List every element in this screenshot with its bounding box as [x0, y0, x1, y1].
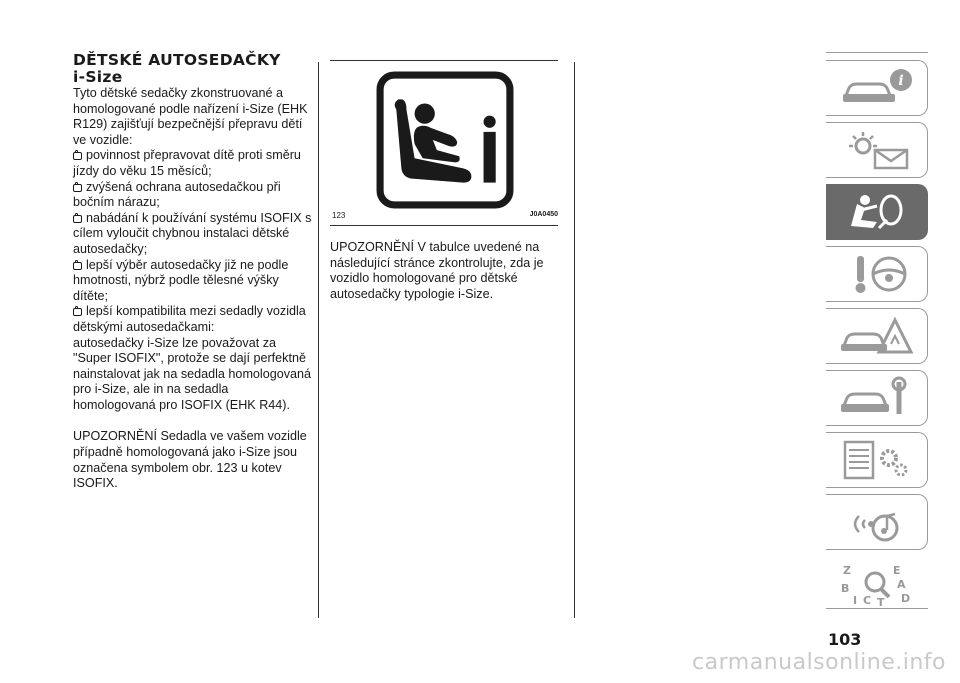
intro-paragraph: Tyto dětské sedačky zkonstruované a homologované podle nařízení i-Size (EHK R129) zajišťují bezpečnější přepravu dětí ve vozidle:: [73, 86, 308, 147]
bullet-item: lepší výběr autosedačky již ne podle hmotnosti, nýbrž podle tělesné výšky dítěte;: [73, 257, 289, 303]
index-search-icon: [837, 562, 917, 606]
svg-text:T: T: [877, 596, 885, 606]
warning-paragraph-1: UPOZORNĚNÍ Sedadla ve vašem vozidle případně homologovaná jako i-Size jsou označena symbolem obr. 123 u kotev ISOFIX.: [73, 429, 307, 491]
tab-emergency[interactable]: [826, 308, 928, 364]
bullet-icon: [73, 308, 82, 316]
page-number: 103: [828, 630, 862, 649]
watermark: carmanualsonline.info: [692, 650, 946, 675]
tab-technical-data[interactable]: [826, 432, 928, 488]
continuation-paragraph: autosedačky i-Size lze považovat za "Super ISOFIX", protože se dají perfektně nainstalovat jak na sedadla homologovaná pro i-Size, ale in na sedadla homologovaná pro ISOFIX (EHK R44).: [73, 335, 312, 412]
bullet-icon: [73, 262, 82, 270]
bullet-item: zvýšená ochrana autosedačkou při bočním nárazu;: [73, 179, 281, 210]
tab-safety[interactable]: [826, 184, 928, 240]
car-wrench-icon: [837, 376, 917, 420]
tab-starting-driving[interactable]: [826, 246, 928, 302]
tab-multimedia[interactable]: [826, 494, 928, 550]
section-title-line1: DĚTSKÉ AUTOSEDAČKY: [73, 51, 281, 69]
svg-text:C: C: [863, 594, 872, 606]
svg-text:I: I: [853, 594, 858, 606]
figure-bottom-rule: [330, 225, 558, 226]
bullet-icon: [73, 152, 82, 160]
svg-text:B: B: [841, 582, 850, 595]
tab-maintenance[interactable]: [826, 370, 928, 426]
key-steering-wheel-icon: [837, 252, 917, 296]
figure-code: J0A0450: [529, 211, 558, 218]
multimedia-icon: [837, 500, 917, 544]
car-info-icon: [837, 66, 917, 110]
svg-text:D: D: [901, 592, 911, 605]
tab-index[interactable]: [826, 556, 928, 612]
section-title: [73, 52, 313, 86]
bullet-item: nabádání k používání systému ISOFIX s cílem vyloučit chybnou instalaci dětské autosedačky;: [73, 210, 312, 256]
tab-bottom-rule: [826, 608, 928, 609]
left-column: [73, 52, 313, 492]
bullet-icon: [73, 215, 82, 223]
svg-text:i: i: [897, 73, 904, 89]
seat-airbag-icon: [837, 190, 917, 234]
svg-text:Z: Z: [843, 564, 851, 577]
svg-text:A: A: [897, 578, 906, 591]
tab-top-rule: [826, 52, 928, 53]
svg-text:E: E: [893, 564, 901, 577]
bullet-item: lepší kompatibilita mezi sedadly vozidla dětskými autosedačkami:: [73, 304, 306, 334]
bullet-icon: [73, 184, 82, 192]
emergency-triangle-icon: [837, 314, 917, 358]
isize-child-seat-icon: [374, 69, 516, 211]
middle-column: [330, 60, 558, 302]
column-divider-right: [574, 62, 575, 618]
warning-paragraph-2: UPOZORNĚNÍ V tabulce uvedené na následující stránce zkontrolujte, zda je vozidlo homologované pro dětské autosedačky typologie i-Size.: [330, 240, 544, 301]
figure-caption: [330, 211, 558, 225]
specs-gears-icon: [837, 438, 917, 482]
tab-warning-lights[interactable]: [826, 122, 928, 178]
section-title-line2: i-Size: [73, 68, 123, 86]
column-divider-left: [318, 62, 319, 618]
warning-lights-icon: [837, 128, 917, 172]
figure-123: [330, 61, 558, 211]
bullet-item: povinnost přepravovat dítě proti směru jízdy do věku 15 měsíců;: [73, 148, 301, 178]
tab-car-info[interactable]: [826, 60, 928, 116]
figure-number: 123: [332, 211, 346, 220]
